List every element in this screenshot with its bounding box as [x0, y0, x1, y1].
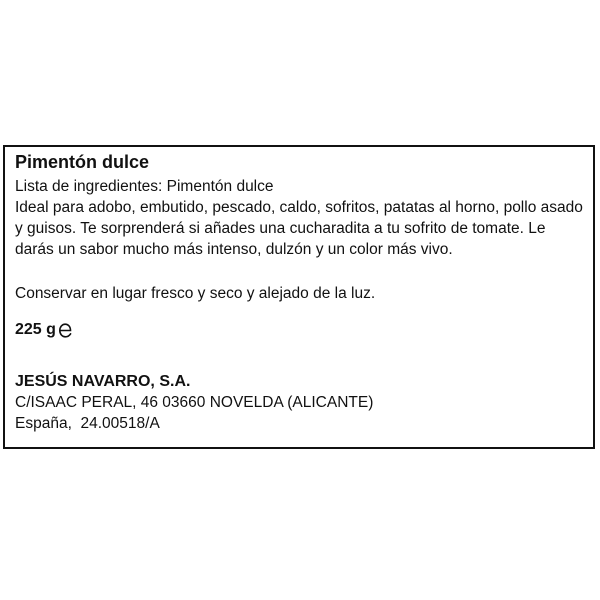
company-address: C/ISAAC PERAL, 46 03660 NOVELDA (ALICANTE) [15, 394, 374, 411]
product-label [3, 145, 595, 449]
company-name: JESÚS NAVARRO, S.A. [15, 373, 191, 390]
net-weight-value: 225 g [15, 321, 56, 338]
product-description [15, 197, 583, 260]
registry-number: España, 24.00518/A [15, 415, 160, 432]
description-line: y guisos. Te sorprenderá si añades una cucharadita a tu sofrito de tomate. Le [15, 220, 546, 237]
ingredients-list: Lista de ingredientes: Pimentón dulce [15, 178, 274, 195]
net-weight [15, 319, 583, 341]
storage-instructions: Conservar en lugar fresco y seco y alejado de la luz. [15, 285, 376, 302]
description-line: darás un sabor mucho más intenso, dulzón y un color más vivo. [15, 241, 453, 258]
e-mark-icon [58, 321, 73, 339]
description-line: Ideal para adobo, embutido, pescado, caldo, sofritos, patatas al horno, pollo asado [15, 199, 583, 216]
product-title: Pimentón dulce [15, 152, 150, 172]
